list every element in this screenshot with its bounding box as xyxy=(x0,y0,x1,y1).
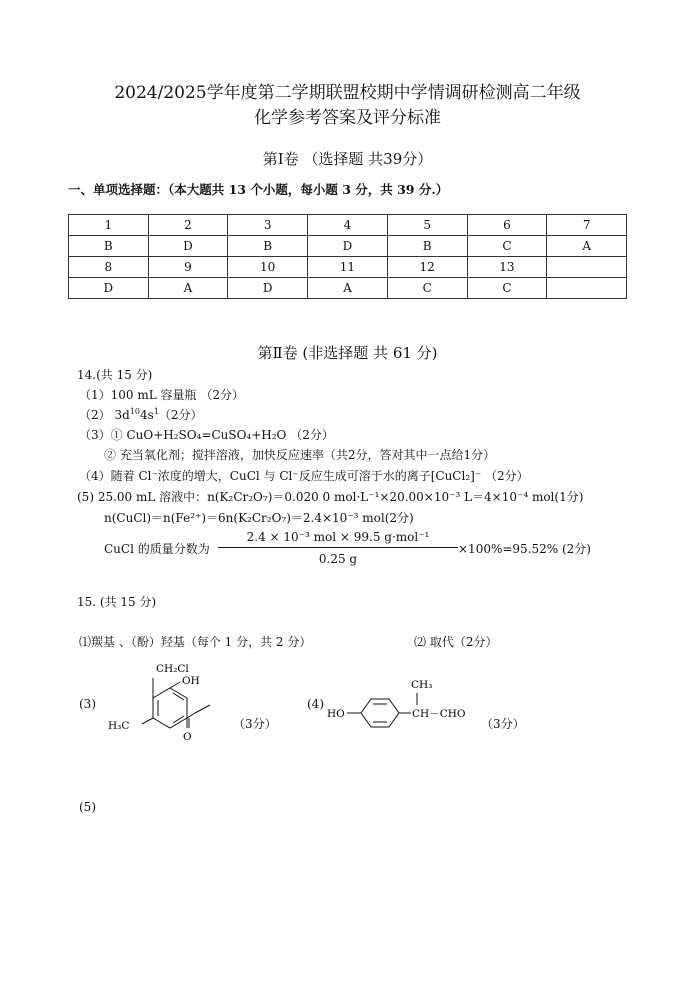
table-row xyxy=(69,236,627,257)
table-cell: 11 xyxy=(308,257,388,278)
part1-instruction: 一、单项选择题：（本大题共 13 个小题，每小题 3 分，共 39 分.） xyxy=(68,182,449,197)
q14-line2-sup1: 10 xyxy=(129,407,140,416)
q14-line5: （4）随着 Cl⁻浓度的增大，CuCl 与 Cl⁻反应生成可溶于水的离子[CuCl₂]⁻ （2分） xyxy=(79,469,529,483)
bond-line xyxy=(142,718,153,724)
fraction-numerator: 2.4 × 10⁻³ mol × 99.5 g·mol⁻¹ xyxy=(246,530,430,544)
table-cell: 13 xyxy=(467,257,547,278)
q14-line1: （1）100 mL 容量瓶 （2分） xyxy=(79,388,244,402)
ch3-label: CH₃ xyxy=(411,679,433,691)
table-row xyxy=(69,278,627,299)
ring-double-bond xyxy=(173,716,184,723)
q15-line1a: ⑴羰基 、（酚）羟基（每个 1 分，共 2 分） xyxy=(79,635,312,649)
table-cell: D xyxy=(228,278,308,299)
benzene-ring-icon xyxy=(361,699,399,727)
table-cell: 3 xyxy=(228,215,308,236)
q14-line4: ② 充当氧化剂；搅拌溶液，加快反应速率（共2分，答对其中一点给1分） xyxy=(104,448,496,462)
table-row xyxy=(69,215,627,236)
oh-label: OH xyxy=(182,675,200,687)
ch2cl-label: CH₂Cl xyxy=(156,663,189,675)
q14-line6: (5) 25.00 mL 溶液中：n(K₂Cr₂O₇)＝0.020 0 mol·L⁻¹×20.00×10⁻³ L＝4×10⁻⁴ mol(1分) xyxy=(77,490,584,504)
table-cell: C xyxy=(467,236,547,257)
table-cell: D xyxy=(148,236,228,257)
table-cell: 10 xyxy=(228,257,308,278)
o-label: O xyxy=(183,731,192,743)
table-cell: 7 xyxy=(547,215,627,236)
bond-line xyxy=(187,713,195,718)
q15-line1b: ⑵ 取代（2分） xyxy=(414,635,498,649)
table-cell: 1 xyxy=(69,215,149,236)
answer-table xyxy=(68,214,627,299)
table-cell: 9 xyxy=(148,257,228,278)
q14-line2-sup2: 1 xyxy=(153,407,159,416)
q14-line2-post: （2分） xyxy=(158,408,203,422)
part2-heading: 第Ⅱ卷 (非选择题 共 61 分) xyxy=(257,344,438,362)
fraction-bar xyxy=(218,547,458,548)
table-cell: 12 xyxy=(387,257,467,278)
ho-label: HO xyxy=(327,708,345,720)
table-cell: 6 xyxy=(467,215,547,236)
table-cell xyxy=(547,278,627,299)
table-cell: 4 xyxy=(308,215,388,236)
table-cell: B xyxy=(69,236,149,257)
table-cell: 2 xyxy=(148,215,228,236)
table-cell: B xyxy=(387,236,467,257)
structure-4-diagram xyxy=(325,675,475,735)
fraction-denominator: 0.25 g xyxy=(318,552,358,566)
table-cell: 5 xyxy=(387,215,467,236)
table-cell xyxy=(547,257,627,278)
table-cell: 8 xyxy=(69,257,149,278)
part1-heading: 第Ⅰ卷 （选择题 共39分） xyxy=(262,150,433,168)
table-cell: A xyxy=(308,278,388,299)
q14-line2-pre: （2） 3d xyxy=(79,408,130,422)
q14-line2-mid: 4s xyxy=(139,408,154,422)
table-cell: A xyxy=(547,236,627,257)
q15-part4-score: （3分） xyxy=(481,717,525,731)
q14-line3: （3）① CuO+H₂SO₄=CuSO₄+H₂O （2分） xyxy=(79,428,334,442)
q15-head: 15. (共 15 分) xyxy=(77,595,157,609)
page-subtitle: 化学参考答案及评分标准 xyxy=(254,108,441,128)
table-cell: C xyxy=(387,278,467,299)
q14-head: 14.(共 15 分) xyxy=(77,368,153,382)
q15-part4-label: (4) xyxy=(307,697,324,711)
chain-label: CH－CHO xyxy=(412,708,466,720)
table-cell: D xyxy=(69,278,149,299)
table-cell: C xyxy=(467,278,547,299)
structure-3-diagram xyxy=(100,658,240,743)
q14-line7: n(CuCl)＝n(Fe²⁺)＝6n(K₂Cr₂O₇)＝2.4×10⁻³ mol(2分) xyxy=(104,511,414,525)
q14-line8-pre: CuCl 的质量分数为 xyxy=(104,542,210,556)
table-cell: B xyxy=(228,236,308,257)
q15-part3-score: （3分） xyxy=(233,717,277,731)
page-title: 2024/2025学年度第二学期联盟校期中学情调研检测高二年级 xyxy=(114,83,581,103)
q14-line2 xyxy=(79,406,203,423)
bond-line xyxy=(195,705,210,713)
ring-double-bond xyxy=(173,693,184,700)
bond-line xyxy=(170,682,180,688)
table-cell: D xyxy=(308,236,388,257)
q15-part3-label: (3) xyxy=(79,697,96,711)
q14-line8-post: ×100%=95.52% (2分) xyxy=(458,542,591,556)
q15-part5-label: (5) xyxy=(79,800,96,814)
table-row xyxy=(69,257,627,278)
h3c-label: H₃C xyxy=(108,720,130,732)
table-cell: A xyxy=(148,278,228,299)
